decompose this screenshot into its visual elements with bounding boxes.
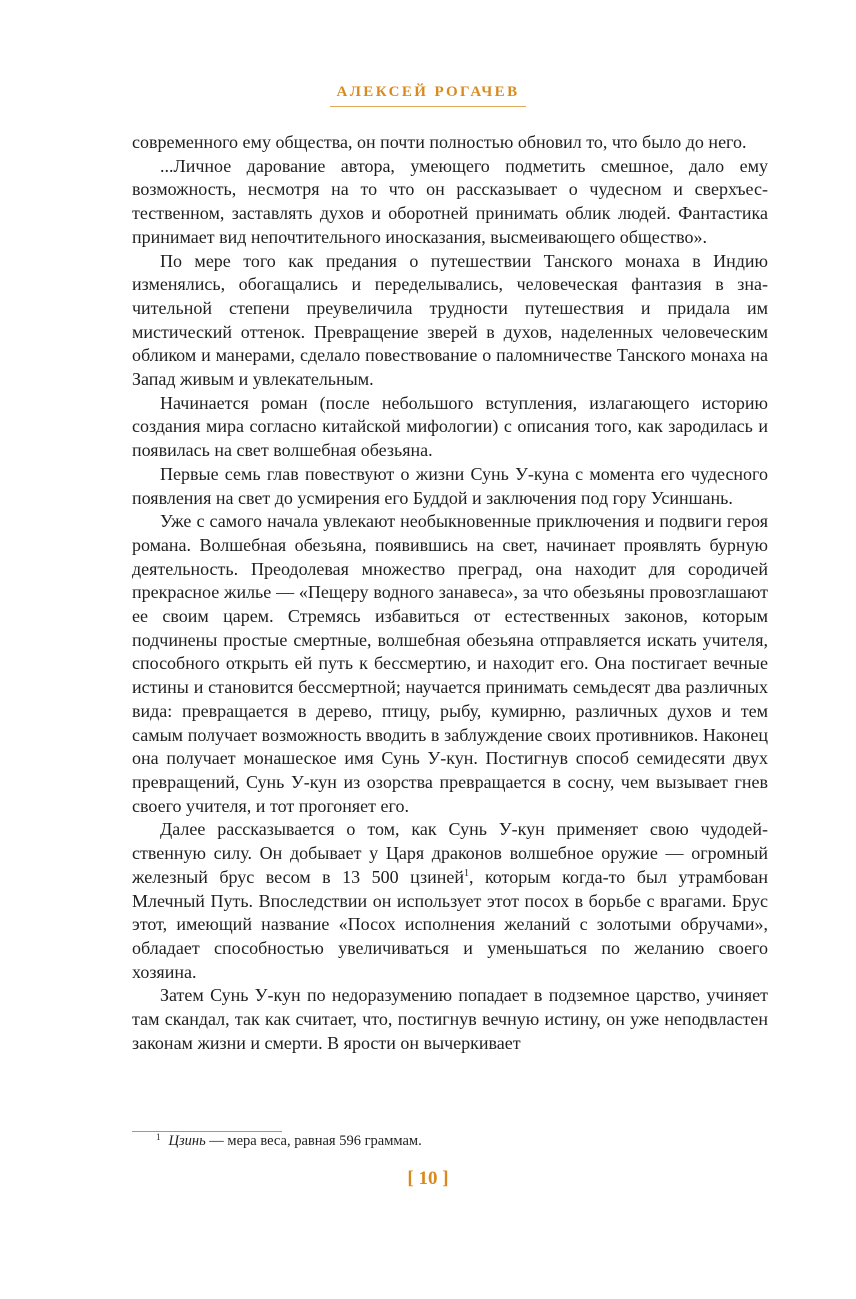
paragraph: Затем Сунь У-кун по недоразумению попадает в подземное царство, учиняет там скандал, так как считает, что, постигнув вечную истину, он уже неподвластен законам жизни и смерти. В ярости он вычеркивает — [132, 985, 768, 1053]
running-head — [0, 84, 856, 107]
main-text — [132, 131, 768, 1055]
author-name: АЛЕКСЕЙ РОГАЧЕВ — [336, 84, 520, 100]
page-number: [ 10 ] — [407, 1168, 449, 1189]
paragraph-text: Далее рассказывается о том, как Сунь У-кун применяет свою чудодейственную силу. Он добывает у Царя драконов волшебное оружие — огромный железный брус весом в 13 500 цзиней — [132, 819, 768, 887]
footnote-term: Цзинь — [168, 1133, 206, 1149]
paragraph: Начинается роман (после небольшого вступления, излагающего историю создания мира согласно китайской мифологии) с описания того, как зародилась и появилась на свет волшебная обезьяна. — [132, 392, 768, 461]
paragraph — [132, 818, 768, 984]
footnote-reference[interactable]: 1 — [463, 867, 469, 879]
paragraph: современного ему общества, он почти полностью обновил то, что было до него. — [132, 132, 747, 152]
paragraph: Уже с самого начала увлекают необыкновенные приключения и подвиги героя романа. Волшебная обезьяна, появившись на свет, начинает проявлять бурную деятельность. Преодолевая множество преград, она находит для сородичей прекрасное жилье — «Пещеру водного занавеса», за что обезьяны провозглашают ее своим царем. Стремясь избавиться от естественных законов, которым подчинены простые смертные, волшебная обезьяна отправляется искать учителя, способного открыть ей путь к бессмертию, и находит его. Она постигает вечные истины и становится бессмертной; научается принимать семьдесят два различных вида: превращается в дерево, птицу, рыбу, кумирню, различных духов и тем самым получает возможность вводить в заблуждение своих противников. Наконец она получает монашеское имя Сунь У-кун. Постигнув способ семидесяти двух превращений, Сунь У-кун из озорства превращается в сосну, чем вызывает гнев своего учителя, и тот прогоняет его. — [132, 511, 768, 816]
paragraph-text: , которым когда-то был утрамбован Млечный Путь. Впоследствии он использует этот посох в борьбе с врагами. Брус этот, имеющий название «Посох исполнения желаний с золотыми обручами», обладает способностью увеличиваться и уменьшаться по желанию своего хозяина. — [132, 866, 768, 982]
footnote-mark: 1 — [156, 1132, 161, 1142]
paragraph: По мере того как предания о путешествии Танского монаха в Индию изменялись, обогащались и переделывались, человеческая фантазия в значительной степени преувеличила трудности путешествия и придала им мистический оттенок. Превращение зверей в духов, наделенных человеческим обликом и манерами, сделало повествование о паломничестве Танского монаха на Запад живым и увлекательным. — [132, 250, 768, 390]
header-rule — [330, 106, 526, 107]
paragraph: Первые семь глав повествуют о жизни Сунь У-куна с момента его чудесного появления на свет до усмирения его Буддой и заключения под гору Усиншань. — [132, 463, 768, 508]
footnote-text: — мера веса, равная 596 граммам. — [205, 1133, 422, 1149]
paragraph: ...Личное дарование автора, умеющего подметить смешное, дало ему возможность, несмотря на то что он рассказывает о чудесном и сверхъестественном, заставлять духов и оборотней принимать облик людей. Фантастика принимает вид непочтительного иносказания, высмеивающего общество». — [132, 155, 768, 247]
footnote — [156, 1131, 422, 1151]
